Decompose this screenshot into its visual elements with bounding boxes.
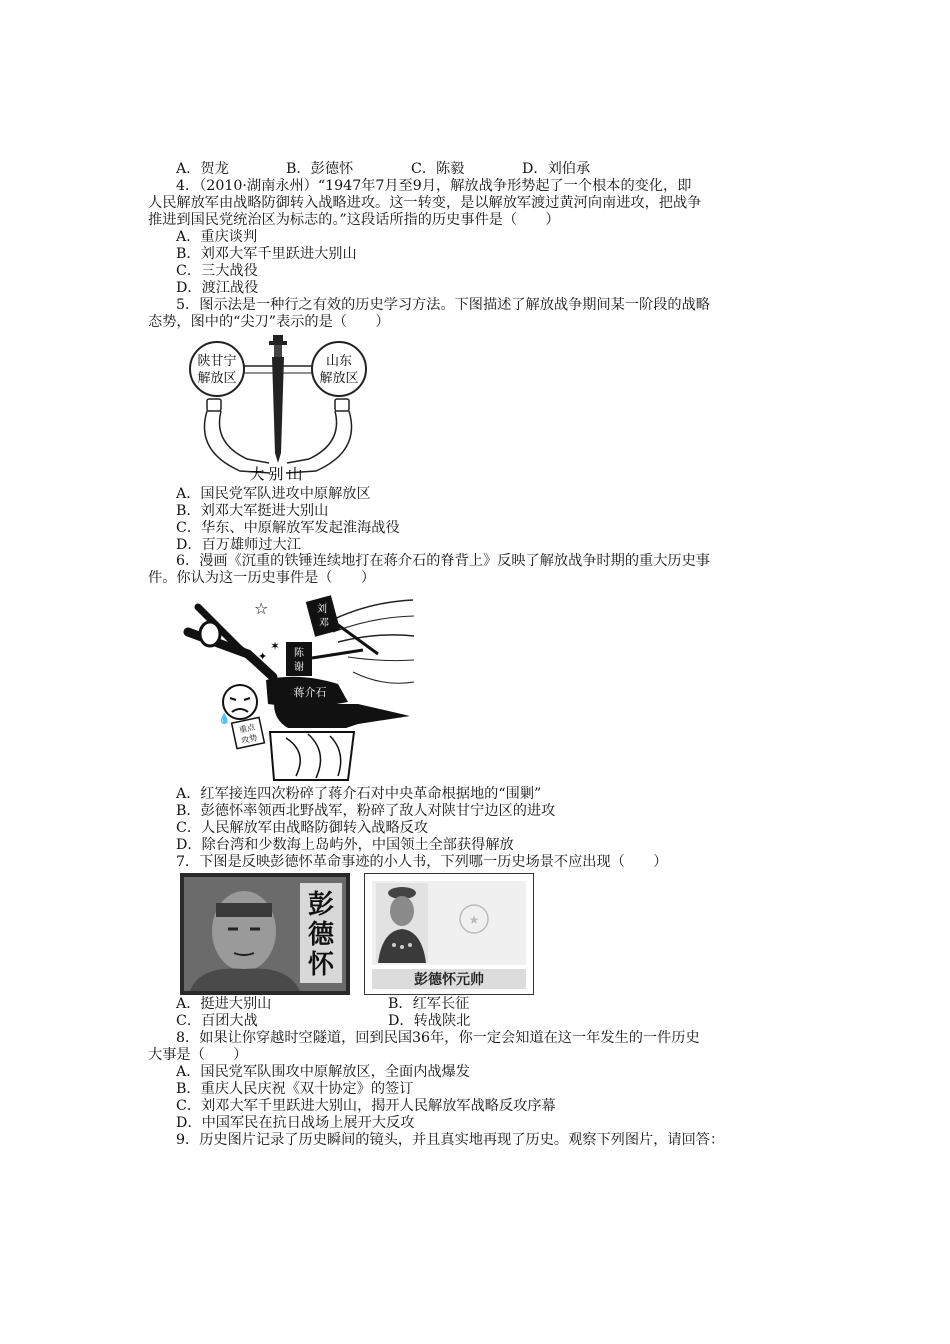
hammer-2-char-2: 谢 [294, 662, 304, 673]
hammer-2-char-1: 陈 [294, 648, 304, 659]
book-caption: 彭德怀元帅 [414, 972, 484, 988]
q3-option-d: D．刘伯承 [522, 161, 591, 177]
left-circle-line-1: 陕甘宁 [197, 354, 237, 369]
q5-option-b: B．刘邓大军挺进大别山 [176, 503, 329, 519]
q3-option-c: C．陈毅 [411, 161, 465, 177]
q8-option-b: B．重庆人民庆祝《双十协定》的签订 [176, 1081, 414, 1097]
q8-option-c: C．刘邓大军千里跃进大别山，揭开人民解放军战略反攻序幕 [176, 1098, 556, 1114]
q7-option-b: B．红军长征 [388, 996, 470, 1012]
picture-book-cover-1 [180, 873, 350, 995]
dagger-icon [272, 357, 284, 463]
right-circle-line-2: 解放区 [319, 371, 359, 386]
q5-option-c: C．华东、中原解放军发起淮海战役 [176, 520, 400, 536]
picture-book-cover-2 [364, 873, 534, 995]
right-fist-icon [335, 399, 349, 411]
anvil-icon [274, 704, 410, 728]
svg-text:★: ★ [468, 913, 480, 927]
q4-stem-line-2: 人民解放军由战略防御转入战略进攻。这一转变，是以解放军渡过黄河向南进攻，把战争 [148, 195, 702, 211]
q8-option-a: A．国民党军队围攻中原解放区，全面内战爆发 [176, 1064, 470, 1080]
q8-stem-line-1: 8．如果让你穿越时空隧道，回到民国36年，你一定会知道在这一年发生的一件历史 [176, 1030, 700, 1046]
q8-option-d: D．中国军民在抗日战场上展开大反攻 [176, 1115, 415, 1131]
star-icon-3: ✦ [258, 650, 268, 663]
gripping-hand-icon [200, 622, 220, 646]
q7-option-a: A．挺进大别山 [176, 996, 272, 1012]
left-fist-icon [207, 399, 221, 411]
q7-stem: 7．下图是反映彭德怀革命事迹的小人书，下列哪一历史场景不应出现（ ） [176, 854, 668, 870]
q4-option-d: D．渡江战役 [176, 280, 259, 296]
q6-option-b: B．彭德怀率领西北野战军，粉碎了敌人对陕甘宁边区的进攻 [176, 803, 556, 819]
q6-stem-line-1: 6．漫画《沉重的铁锤连续地打在蒋介石的脊背上》反映了解放战争时期的重大历史事 [176, 553, 710, 569]
q4-stem-line-1: 4．（2010·湖南永州）“1947年7月至9月，解放战争形势起了一个根本的变化，即 [176, 178, 692, 194]
q4-stem-line-3: 推进到国民党统治区为标志的。”这段话所指的历史事件是（ ） [148, 212, 560, 228]
right-circle-line-1: 山东 [325, 354, 353, 369]
strategy-diagram [185, 333, 375, 483]
book-title-char-3: 怀 [307, 950, 335, 980]
q3-option-b: B．彭德怀 [286, 161, 354, 177]
sweat-drops-icon: 💧 [218, 714, 231, 725]
q6-option-d: D．除台湾和少数海上岛屿外，中国领土全部获得解放 [176, 837, 514, 853]
back-label: 蒋介石 [293, 686, 327, 699]
q7-option-d: D．转战陕北 [388, 1013, 471, 1029]
star-icon: ☆ [254, 599, 269, 618]
q4-option-a: A．重庆谈判 [176, 229, 258, 245]
q9-stem: 9．历史图片记录了历史瞬间的镜头，并且真实地再现了历史。观察下列图片，请回答： [176, 1132, 725, 1148]
q4-option-b: B．刘邓大军千里跃进大别山 [176, 246, 357, 262]
q5-stem-line-2: 态势，图中的“尖刀”表示的是（ ） [148, 314, 390, 330]
q7-option-c: C．百团大战 [176, 1013, 258, 1029]
q5-stem-line-1: 5．图示法是一种行之有效的历史学习方法。下图描述了解放战争期间某一阶段的战略 [176, 297, 710, 313]
banner-line-1: 重点 [238, 722, 256, 735]
q5-option-d: D．百万雄师过大江 [176, 537, 301, 553]
left-circle-line-2: 解放区 [197, 371, 237, 386]
q4-option-c: C．三大战役 [176, 263, 258, 279]
banner-line-2: 攻势 [240, 733, 259, 746]
dagger-guard [269, 341, 287, 345]
q5-option-a: A．国民党军队进攻中原解放区 [176, 486, 371, 502]
hammer-1-char-2: 邓 [319, 618, 329, 629]
q8-stem-line-2: 大事是（ ） [148, 1047, 248, 1063]
q3-option-a: A．贺龙 [176, 161, 229, 177]
marshal-portrait-head [390, 896, 414, 926]
book-title-char-2: 德 [307, 920, 335, 950]
q6-stem-line-2: 件。你认为这一历史事件是（ ） [148, 570, 376, 586]
q3-options [176, 161, 590, 178]
hammer-cartoon [178, 592, 418, 782]
hammer-1-icon [306, 595, 340, 637]
star-icon-2: ✶ [270, 639, 281, 653]
hammer-1-char-1: 刘 [317, 604, 327, 615]
dabie-mountain-label: 大别山 [249, 465, 307, 483]
q6-option-c: C．人民解放军由战略防御转入战略反攻 [176, 820, 429, 836]
q6-option-a: A．红军接连四次粉碎了蒋介石对中央革命根据地的“围剿” [176, 786, 542, 802]
book-title-char-1: 彭 [307, 890, 335, 920]
